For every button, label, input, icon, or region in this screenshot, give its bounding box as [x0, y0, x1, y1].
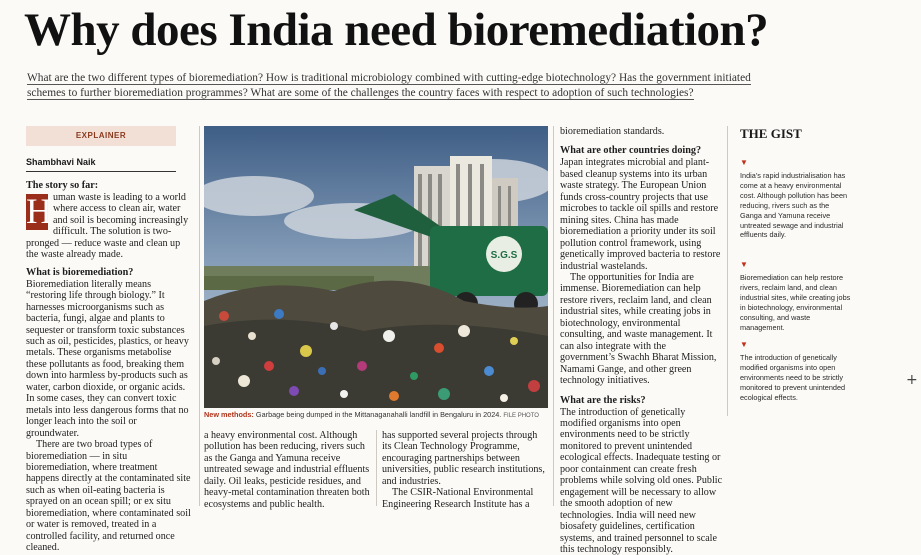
article-column-3	[382, 430, 548, 510]
triangle-down-icon: ▼	[740, 158, 748, 167]
triangle-down-icon: ▼	[740, 260, 748, 269]
paragraph: The introduction of genetically modified organisms into open environments need to be strictly monitored to prevent unintended ecological effects. Inadequate testing or poor containment can create fresh problems while solving old ones. Public engagement will be necessary to allow the smooth adoption of new technologies. India will need new biosafety guidelines, certification systems, and trained personnel to scale this technology responsibly.	[560, 406, 723, 555]
caption-lead: New methods:	[204, 410, 254, 419]
landfill-photo	[204, 126, 548, 408]
truck-logo: S.G.S	[490, 250, 518, 261]
photo-caption	[204, 410, 548, 421]
paragraph: Bioremediation literally means “restoring life through biology.” It harnesses microorganisms such as bacteria, fungi, algae and plants to sequester or transform toxic substances such as oil, pesticides, plastics, or heavy metals. These organisms metabolise these pollutants as food, breaking them down into harmless by-products such as water, carbon dioxide, or organic acids. In some cases, they can convert toxic metals into less dangerous forms that no longer leach into the soil or groundwater.	[26, 278, 189, 439]
crosshair-cursor-icon: +	[906, 372, 918, 388]
paragraph: has supported several projects through its Clean Technology Programme, encouraging partnerships between universities, public research institutions, and industries.	[382, 430, 545, 487]
gist-title: THE GIST	[740, 126, 802, 141]
paragraph: bioremediation standards.	[560, 126, 665, 137]
dropcap: H	[26, 191, 52, 231]
subhead-story-so-far: The story so far:	[26, 180, 99, 191]
gist-item	[740, 340, 852, 403]
column-rule	[199, 126, 200, 506]
triangle-down-icon: ▼	[740, 340, 748, 349]
article-column-4	[560, 126, 723, 555]
column-rule	[376, 430, 377, 506]
paragraph: The opportunities for India are immense. Bioremediation can help restore rivers, reclaim land, and clean industrial sites, while creating jobs in biotechnology, environmental consulting, and waste management. It can also integrate with the government’s Swachh Bharat Mission, Namami Gange, and other green technology initiatives.	[560, 271, 717, 387]
article-column-1	[26, 180, 192, 554]
byline: Shambhavi Naik	[26, 157, 176, 172]
paragraph: a heavy environmental cost. Although pollution has been reducing, rivers such as the Ganga and Yamuna receive untreated sewage and industrial effluents daily. Oil leaks, pesticide residues, and heavy-metal contamination threaten both ecosystems and public health.	[204, 430, 370, 510]
subhead-what-is-bioremediation: What is bioremediation?	[26, 266, 134, 278]
paragraph: uman waste is leading to a world where access to clean air, water and soil is becoming increasingly difficult. The solution is two-pronged — reduce waste and clean up the waste already made.	[26, 192, 189, 261]
gist-text: India’s rapid industrialisation has come at a heavy environmental cost. Although pollution has been reducing, rivers such as the Ganga and Yamuna receive untreated sewage and industrial effluents daily.	[740, 171, 848, 240]
column-rule	[553, 126, 554, 506]
article-column-2	[204, 430, 372, 510]
photo-credit: FILE PHOTO	[503, 413, 539, 419]
headline: Why does India need bioremediation?	[24, 4, 769, 56]
explainer-tag: EXPLAINER	[26, 126, 176, 146]
caption-text: Garbage being dumped in the Mittanaganahalli landfill in Bengaluru in 2024.	[253, 410, 502, 419]
gist-text: The introduction of genetically modified organisms into open environments need to be strictly monitored to prevent unintended ecological effects.	[740, 353, 846, 402]
deck-text: What are the two different types of bioremediation? How is traditional microbiology combined with cutting-edge biotechnology? Has the government initiated schemes to further bioremediation programmes? What are some of the challenges the country faces with respect to adoption of such technologies?	[27, 72, 751, 99]
column-rule	[727, 126, 728, 416]
paragraph: There are two broad types of bioremediation — in situ bioremediation, where treatment happens directly at the contaminated site such as when oil-eating bacteria is sprayed on an ocean spill; or ex situ bioremediation, where contaminated soil or water is removed, treated in a controlled facility, and returned once cleaned.	[26, 439, 191, 554]
gist-text: Bioremediation can help restore rivers, reclaim land, and clean industrial sites, while creating jobs in biotechnology, environmental consulting, and waste management.	[740, 273, 851, 332]
subhead-other-countries: What are other countries doing?	[560, 145, 702, 157]
paragraph: Japan integrates microbial and plant-based cleanup systems into its urban waste strategy. The European Union funds cross-country projects that use microbes to tackle oil spills and restore mining sites. China has made bioremediation a priority under its soil pollution control framework, using genetically improved bacteria to restore industrial wastelands.	[560, 157, 721, 272]
paragraph: The CSIR-National Environmental Engineering Research Institute has a	[382, 487, 534, 510]
gist-item	[740, 158, 852, 240]
subhead-risks: What are the risks?	[560, 394, 646, 406]
landfill-illustration	[204, 126, 548, 408]
gist-item	[740, 260, 852, 332]
deck	[27, 71, 787, 100]
